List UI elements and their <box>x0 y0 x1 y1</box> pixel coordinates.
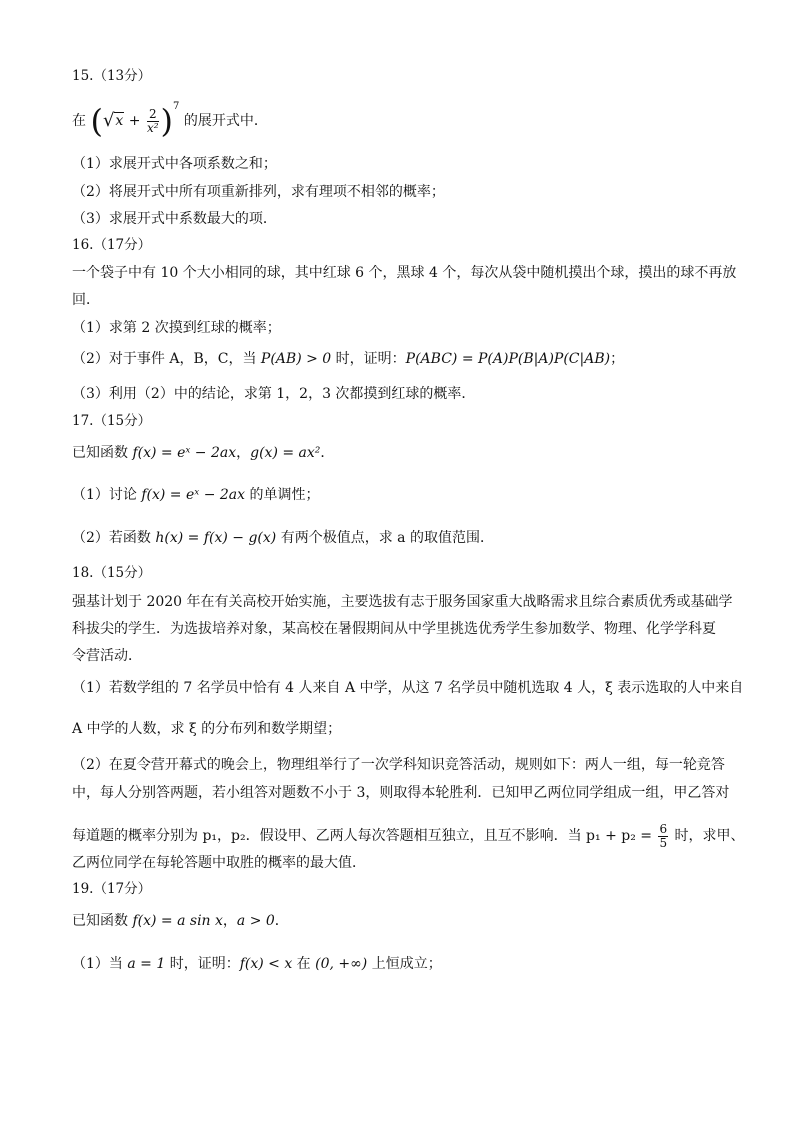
right-paren-icon: ) <box>160 102 174 140</box>
q18-intro-line-3: 令营活动． <box>72 648 142 664</box>
q18-item-2-line-3-text-b: 时，求甲、 <box>670 828 745 844</box>
q18-intro-line-1: 强基计划于 2020 年在有关高校开始实施，主要选拔有志于服务国家重大战略需求且综合素质优秀或基础学 <box>72 594 733 610</box>
q19-item-1-text-d: 上恒成立； <box>367 956 442 972</box>
sqrt-icon: √ <box>102 110 115 131</box>
q19-intro-end: ． <box>274 913 289 929</box>
q16-condition: P(AB) > 0 <box>260 351 332 367</box>
q17-intro <box>72 443 334 463</box>
q17-item-2-h: h(x) = f(x) − g(x) <box>155 530 277 546</box>
q19-intro <box>72 911 289 931</box>
q17-heading: 17.（15分） <box>72 413 152 429</box>
q15-fraction-den: x² <box>146 120 159 135</box>
q15-plus: + <box>128 113 141 129</box>
q18-fraction-den: 5 <box>659 835 668 850</box>
q15-item-3: （3）求展开式中系数最大的项． <box>72 211 277 227</box>
q17-separator: ， <box>236 445 251 461</box>
q15-item-2: （2）将展开式中所有项重新排列，求有理项不相邻的概率； <box>72 184 445 200</box>
q16-item-3: （3）利用（2）中的结论，求第 1，2，3 次都摸到红球的概率． <box>72 386 476 402</box>
q15-fraction <box>147 108 159 135</box>
q19-item-1-text-c: 在 <box>292 956 316 972</box>
q15-exponent: 7 <box>173 101 180 112</box>
q19-item-1-cond: a = 1 <box>127 956 166 972</box>
q17-item-1 <box>72 485 319 505</box>
q17-g-definition: g(x) = ax² <box>250 445 321 461</box>
q16-item-1: （1）求第 2 次摸到红球的概率； <box>72 320 281 336</box>
q15-heading: 15.（13分） <box>72 68 152 84</box>
q19-item-1-range: (0, +∞) <box>315 956 368 972</box>
q19-item-1-text-a: （1）当 <box>72 956 128 972</box>
q15-intro <box>72 96 268 146</box>
q18-item-1-line-2: A 中学的人数，求 ξ 的分布列和数学期望； <box>72 721 342 737</box>
q19-separator: ， <box>222 913 237 929</box>
q18-fraction-num: 6 <box>659 821 668 836</box>
q19-condition: a > 0 <box>236 913 275 929</box>
q15-intro-suffix: 的展开式中． <box>183 113 268 129</box>
q16-item-2-text-a: （2）对于事件 A，B，C，当 <box>72 351 261 367</box>
q17-item-1-text-b: 的单调性； <box>245 487 320 503</box>
q19-heading: 19.（17分） <box>72 881 152 897</box>
q15-radicand: x <box>115 113 124 129</box>
q16-intro-line-2: 回． <box>72 292 100 308</box>
q18-item-2-line-3 <box>72 818 745 854</box>
q16-heading: 16.（17分） <box>72 237 152 253</box>
q18-item-2-line-1: （2）在夏令营开幕式的晚会上，物理组举行了一次学科知识竞答活动，规则如下：两人一组，每一轮竞答 <box>72 757 725 773</box>
q18-intro-line-2: 科拔尖的学生．为选拔培养对象，某高校在暑假期间从中学里挑选优秀学生参加数学、物理、化学学科夏 <box>72 621 716 637</box>
q15-intro-prefix: 在 <box>72 113 86 129</box>
q18-item-2-line-3-text-a: 每道题的概率分别为 p₁，p₂．假设甲、乙两人每次答题相互独立，且互不影响．当 p₁ + p₂ = <box>72 828 657 844</box>
q17-f-definition: f(x) = eˣ − 2ax <box>132 445 237 461</box>
q17-item-2-text-b: 有两个极值点，求 a 的取值范围． <box>276 530 494 546</box>
q18-item-1-line-1: （1）若数学组的 7 名学员中恰有 4 人来自 A 中学，从这 7 名学员中随机选取 4 人，ξ 表示选取的人中来自 <box>72 680 744 696</box>
q18-fraction <box>658 823 668 850</box>
q16-item-2-text-c: ； <box>610 351 625 367</box>
q19-intro-text: 已知函数 <box>72 913 133 929</box>
q17-item-2-text-a: （2）若函数 <box>72 530 156 546</box>
q19-item-1 <box>72 954 442 974</box>
q17-intro-text: 已知函数 <box>72 445 133 461</box>
q17-intro-end: ． <box>320 445 335 461</box>
q18-item-2-line-4: 乙两位同学在每轮答题中取胜的概率的最大值． <box>72 855 366 871</box>
q19-f-definition: f(x) = a sin x <box>132 913 223 929</box>
q16-item-2-text-b: 时，证明： <box>331 351 406 367</box>
q19-item-1-text-b: 时，证明： <box>165 956 240 972</box>
q16-formula: P(ABC) = P(A)P(B|A)P(C|AB) <box>405 351 611 367</box>
q15-item-1: （1）求展开式中各项系数之和； <box>72 156 277 172</box>
q16-intro-line-1: 一个袋子中有 10 个大小相同的球，其中红球 6 个，黑球 4 个，每次从袋中随机摸出个球，摸出的球不再放 <box>72 265 737 281</box>
q19-item-1-inequality: f(x) < x <box>239 956 293 972</box>
q18-heading: 18.（15分） <box>72 565 152 581</box>
q17-item-2 <box>72 528 494 548</box>
q17-item-1-f: f(x) = eˣ − 2ax <box>141 487 246 503</box>
q17-item-1-text-a: （1）讨论 <box>72 487 142 503</box>
left-paren-icon: ( <box>90 102 103 140</box>
q18-item-2-line-2: 中，每人分别答两题，若小组答对题数不小于 3，则取得本轮胜利．已知甲乙两位同学组成一组，甲乙答对 <box>72 785 730 801</box>
q15-fraction-num: 2 <box>148 106 157 121</box>
q16-item-2 <box>72 349 624 369</box>
